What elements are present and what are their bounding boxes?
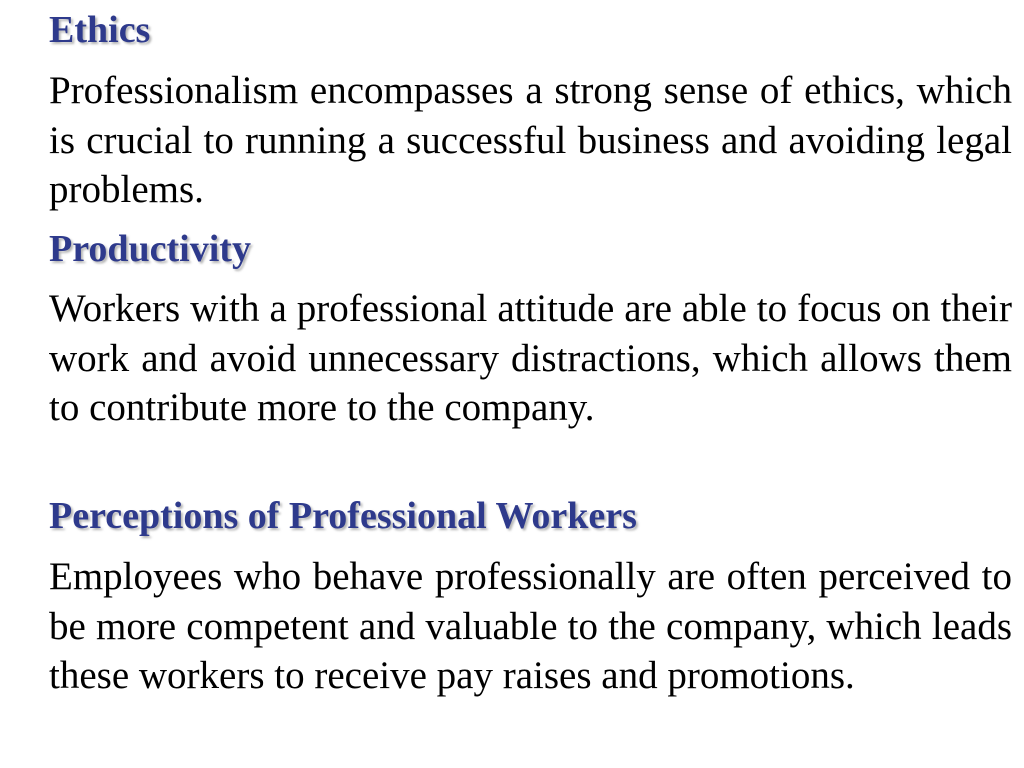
section-body-ethics: Professionalism encompasses a strong sense of ethics, which is crucial to running a successful business and avoiding legal problems. [49,69,1012,211]
section-body-productivity: Workers with a professional attitude are able to focus on their work and avoid unnecessary distractions, which allows them to contribute more to the company. [49,287,1012,429]
section-heading-perceptions: Perceptions of Professional Workers [49,495,637,537]
section-body-perceptions: Employees who behave professionally are often perceived to be more competent and valuable to the company, which leads these workers to receive pay raises and promotions. [49,555,1012,697]
slide-content [49,0,1012,768]
section-heading-productivity: Productivity [49,228,251,270]
section-heading-ethics: Ethics [49,9,151,51]
